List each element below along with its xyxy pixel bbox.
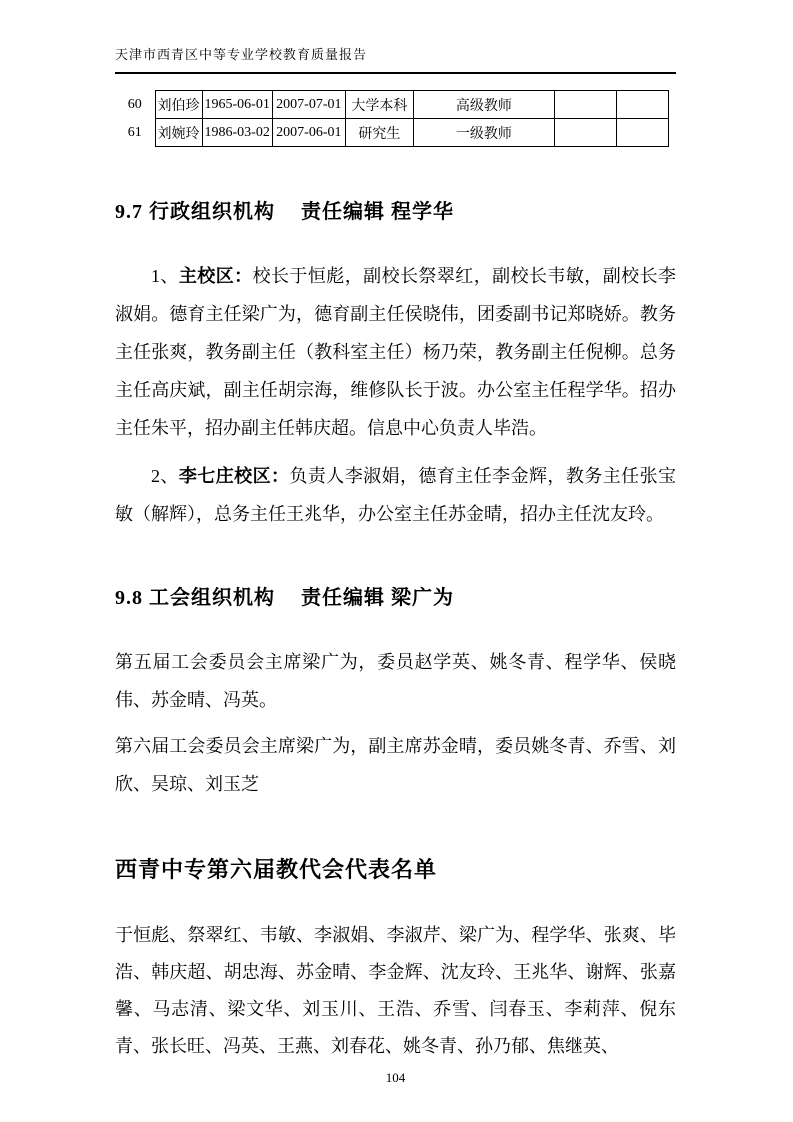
empty-cell xyxy=(554,119,616,147)
section-9-7-editor: 责任编辑 程学华 xyxy=(301,201,454,223)
start-date-cell: 2007-06-01 xyxy=(272,119,345,147)
main-campus-paragraph xyxy=(115,257,676,447)
campus-label: 李七庄校区： xyxy=(178,466,290,486)
campus-label: 主校区： xyxy=(178,266,253,286)
birth-date-cell: 1965-06-01 xyxy=(202,91,272,119)
empty-cell xyxy=(554,91,616,119)
document-header-title: 天津市西青区中等专业学校教育质量报告 xyxy=(115,44,676,74)
sixth-union-committee-paragraph: 第六届工会委员会主席梁广为，副主席苏金晴，委员姚冬青、乔雪、刘欣、吴琼、刘玉芝 xyxy=(115,736,676,794)
name-cell: 刘婉玲 xyxy=(155,119,202,147)
representatives-name-list: 于恒彪、祭翠红、韦敏、李淑娟、李淑芹、梁广为、程学华、张爽、毕浩、韩庆超、胡忠海、苏金晴、李金辉、沈友玲、王兆华、谢辉、张嘉馨、马志清、梁文华、刘玉川、王浩、乔雪、闫春玉、李莉萍、倪东青、张长旺、冯英、王燕、刘春花、姚冬青、孙乃郁、焦继英、 xyxy=(115,925,676,1056)
representatives-heading: 西青中专第六届教代会代表名单 xyxy=(115,857,438,882)
title-cell: 高级教师 xyxy=(413,91,554,119)
section-9-8-title: 9.8 工会组织机构 xyxy=(115,587,275,609)
empty-cell xyxy=(616,91,668,119)
table-row xyxy=(115,91,668,119)
paragraph-number: 1、 xyxy=(151,266,179,286)
row-index-cell: 61 xyxy=(127,124,142,140)
paragraph-text: 校长于恒彪，副校长祭翠红，副校长韦敏，副校长李淑娟。德育主任梁广为，德育副主任侯晓伟，团委副书记郑晓娇。教务主任张爽，教务副主任（教科室主任）杨乃荣，教务副主任倪柳。总务主任高庆斌，副主任胡宗海，维修队长于波。办公室主任程学华。招办主任朱平，招办副主任韩庆超。信息中心负责人毕浩。 xyxy=(115,266,677,438)
education-cell: 大学本科 xyxy=(345,91,413,119)
name-cell: 刘伯珍 xyxy=(155,91,202,119)
birth-date-cell: 1986-03-02 xyxy=(202,119,272,147)
liqizhuang-campus-paragraph xyxy=(115,457,676,533)
section-9-7-title: 9.7 行政组织机构 xyxy=(115,201,275,223)
paragraph-number: 2、 xyxy=(151,466,179,486)
start-date-cell: 2007-07-01 xyxy=(272,91,345,119)
fifth-union-committee-paragraph: 第五届工会委员会主席梁广为，委员赵学英、姚冬青、程学华、侯晓伟、苏金晴、冯英。 xyxy=(115,652,676,710)
table-row xyxy=(115,119,668,147)
staff-table xyxy=(115,90,669,147)
title-cell: 一级教师 xyxy=(413,119,554,147)
section-heading-9-8 xyxy=(115,581,676,610)
section-9-8-editor: 责任编辑 梁广为 xyxy=(301,587,454,609)
row-index-cell: 60 xyxy=(127,96,142,112)
paragraph-text: 负责人李淑娟，德育主任李金辉，教务主任张宝敏（解辉），总务主任王兆华，办公室主任苏金晴，招办主任沈友玲。 xyxy=(115,466,677,524)
empty-cell xyxy=(616,119,668,147)
page-number: 104 xyxy=(385,1070,406,1085)
education-cell: 研究生 xyxy=(345,119,413,147)
section-heading-9-7 xyxy=(115,195,676,224)
